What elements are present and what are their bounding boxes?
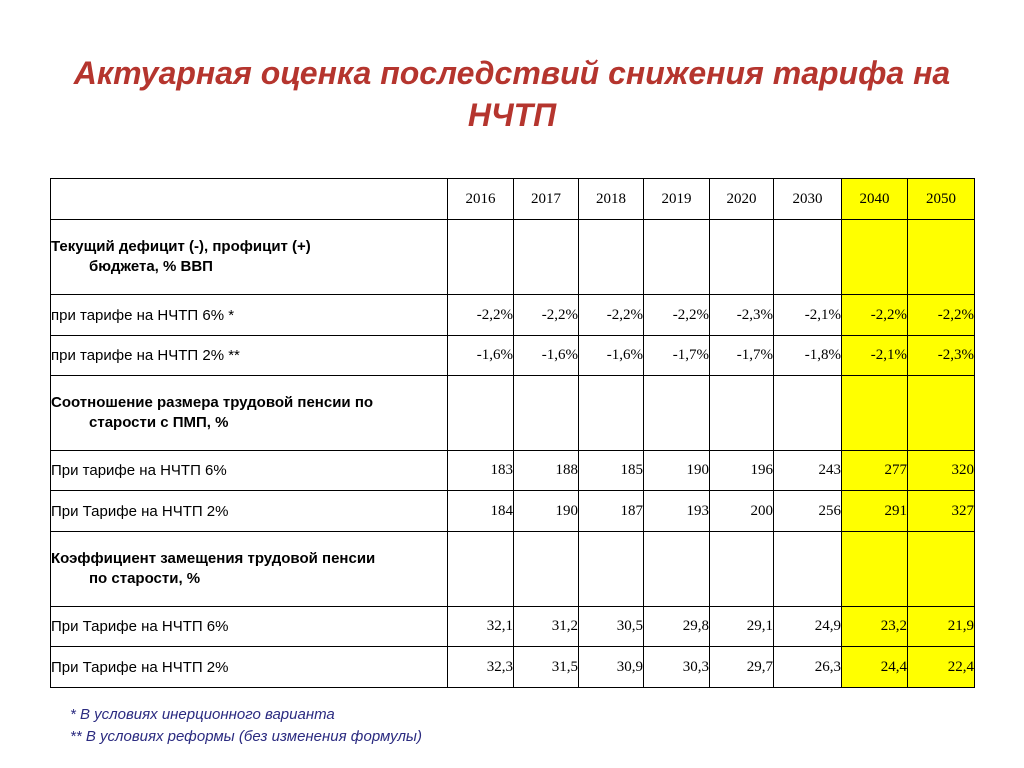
footnote-inertial: * В условиях инерционного варианта	[70, 706, 335, 723]
value-cell: 32,3	[448, 647, 514, 688]
empty-cell	[908, 376, 975, 451]
data-table	[50, 178, 975, 688]
row-label: При Тарифе на НЧТП 6%	[51, 607, 448, 647]
value-cell: 30,9	[579, 647, 644, 688]
value-cell: -2,2%	[579, 295, 644, 336]
value-cell: 243	[774, 451, 842, 491]
value-cell: 190	[644, 451, 710, 491]
value-cell-highlighted: 23,2	[842, 607, 908, 647]
value-cell-highlighted: 320	[908, 451, 975, 491]
value-cell-highlighted: 277	[842, 451, 908, 491]
value-cell: -2,3%	[710, 295, 774, 336]
section-heading-row	[51, 220, 975, 295]
value-cell: 184	[448, 491, 514, 532]
table-row	[51, 491, 975, 532]
value-cell-highlighted: -2,2%	[908, 295, 975, 336]
value-cell-highlighted: 21,9	[908, 607, 975, 647]
section-heading-row	[51, 376, 975, 451]
empty-cell	[514, 220, 579, 295]
section-heading-line: бюджета, % ВВП	[89, 258, 213, 275]
table-header-row	[51, 179, 975, 220]
footnote-reform: ** В условиях реформы (без изменения формулы)	[70, 728, 422, 745]
value-cell-highlighted: -2,3%	[908, 336, 975, 376]
section-heading-row	[51, 532, 975, 607]
section-heading-line: Соотношение размера трудовой пенсии по	[51, 394, 374, 411]
year-header-highlighted: 2050	[908, 179, 975, 220]
value-cell: 190	[514, 491, 579, 532]
row-label: При Тарифе на НЧТП 2%	[51, 491, 448, 532]
row-label: при тарифе на НЧТП 6% *	[51, 295, 448, 336]
year-header: 2018	[579, 179, 644, 220]
table-row	[51, 336, 975, 376]
section-heading-line: по старости, %	[89, 570, 201, 587]
year-header: 2016	[448, 179, 514, 220]
value-cell: -2,2%	[514, 295, 579, 336]
empty-cell	[842, 376, 908, 451]
value-cell: 200	[710, 491, 774, 532]
section-heading-pension-ratio	[51, 376, 448, 451]
value-cell: 29,7	[710, 647, 774, 688]
value-cell: 26,3	[774, 647, 842, 688]
table-row	[51, 607, 975, 647]
footnotes	[70, 704, 422, 748]
year-header: 2017	[514, 179, 579, 220]
page-title: Актуарная оценка последствий снижения тарифа на НЧТП	[73, 55, 951, 133]
section-heading-deficit	[51, 220, 448, 295]
empty-cell	[579, 220, 644, 295]
table-row	[51, 295, 975, 336]
value-cell: 188	[514, 451, 579, 491]
empty-cell	[514, 532, 579, 607]
value-cell: 185	[579, 451, 644, 491]
section-heading-line: Коэффициент замещения трудовой пенсии	[51, 550, 376, 567]
value-cell: -2,1%	[774, 295, 842, 336]
table-row	[51, 647, 975, 688]
empty-cell	[448, 376, 514, 451]
value-cell: 30,3	[644, 647, 710, 688]
value-cell: 32,1	[448, 607, 514, 647]
value-cell: 196	[710, 451, 774, 491]
empty-cell	[448, 220, 514, 295]
value-cell-highlighted: -2,1%	[842, 336, 908, 376]
empty-cell	[908, 220, 975, 295]
value-cell: -1,6%	[448, 336, 514, 376]
value-cell: 31,2	[514, 607, 579, 647]
value-cell-highlighted: -2,2%	[842, 295, 908, 336]
value-cell: -1,7%	[644, 336, 710, 376]
section-heading-replacement-rate	[51, 532, 448, 607]
value-cell-highlighted: 327	[908, 491, 975, 532]
value-cell: -1,7%	[710, 336, 774, 376]
value-cell: 24,9	[774, 607, 842, 647]
value-cell: -2,2%	[644, 295, 710, 336]
value-cell-highlighted: 24,4	[842, 647, 908, 688]
year-header: 2030	[774, 179, 842, 220]
value-cell: 187	[579, 491, 644, 532]
value-cell: -1,6%	[514, 336, 579, 376]
empty-cell	[842, 220, 908, 295]
empty-cell	[514, 376, 579, 451]
year-header: 2020	[710, 179, 774, 220]
empty-cell	[774, 376, 842, 451]
header-empty-cell	[51, 179, 448, 220]
value-cell: -2,2%	[448, 295, 514, 336]
empty-cell	[644, 532, 710, 607]
value-cell-highlighted: 22,4	[908, 647, 975, 688]
empty-cell	[710, 220, 774, 295]
empty-cell	[579, 532, 644, 607]
value-cell: -1,8%	[774, 336, 842, 376]
value-cell: -1,6%	[579, 336, 644, 376]
row-label: при тарифе на НЧТП 2% **	[51, 336, 448, 376]
value-cell: 29,8	[644, 607, 710, 647]
section-heading-line: старости с ПМП, %	[89, 414, 229, 431]
empty-cell	[710, 376, 774, 451]
year-header-highlighted: 2040	[842, 179, 908, 220]
value-cell: 30,5	[579, 607, 644, 647]
table-row	[51, 451, 975, 491]
empty-cell	[710, 532, 774, 607]
value-cell: 193	[644, 491, 710, 532]
value-cell: 256	[774, 491, 842, 532]
value-cell: 183	[448, 451, 514, 491]
empty-cell	[448, 532, 514, 607]
row-label: При тарифе на НЧТП 6%	[51, 451, 448, 491]
empty-cell	[644, 220, 710, 295]
empty-cell	[908, 532, 975, 607]
value-cell-highlighted: 291	[842, 491, 908, 532]
section-heading-line: Текущий дефицит (-), профицит (+)	[51, 238, 311, 255]
value-cell: 29,1	[710, 607, 774, 647]
empty-cell	[579, 376, 644, 451]
empty-cell	[774, 532, 842, 607]
row-label: При Тарифе на НЧТП 2%	[51, 647, 448, 688]
empty-cell	[774, 220, 842, 295]
value-cell: 31,5	[514, 647, 579, 688]
empty-cell	[842, 532, 908, 607]
year-header: 2019	[644, 179, 710, 220]
empty-cell	[644, 376, 710, 451]
